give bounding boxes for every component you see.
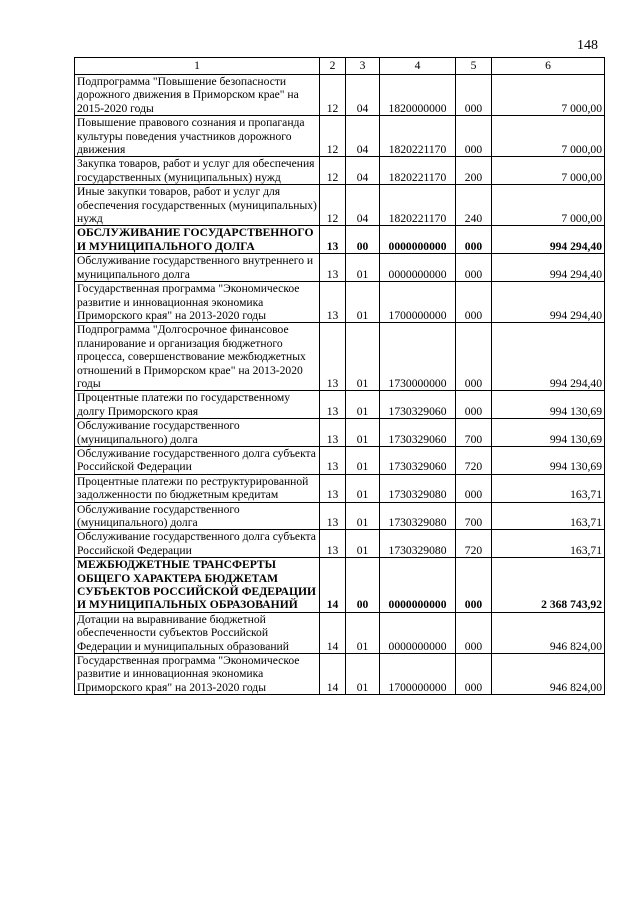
cell-amount: 163,71 (492, 530, 605, 558)
cell-subsection: 01 (346, 254, 380, 282)
header-col-1: 1 (75, 58, 320, 75)
cell-target-code: 1820221170 (380, 157, 456, 185)
cell-name: Закупка товаров, работ и услуг для обеспечения государственных (муниципальных) нужд (75, 157, 320, 185)
cell-section: 13 (320, 391, 346, 419)
table-row (75, 474, 605, 502)
cell-target-code: 1700000000 (380, 282, 456, 323)
cell-section: 13 (320, 502, 346, 530)
cell-subsection: 01 (346, 654, 380, 695)
cell-target-code: 1730329080 (380, 502, 456, 530)
header-col-2: 2 (320, 58, 346, 75)
table-row (75, 157, 605, 185)
cell-expense-type: 720 (456, 530, 492, 558)
cell-target-code: 1730329080 (380, 474, 456, 502)
header-col-6: 6 (492, 58, 605, 75)
cell-expense-type: 240 (456, 185, 492, 226)
cell-subsection: 04 (346, 75, 380, 116)
cell-subsection: 01 (346, 502, 380, 530)
cell-subsection: 01 (346, 282, 380, 323)
table-row (75, 323, 605, 391)
cell-target-code: 1700000000 (380, 654, 456, 695)
cell-name: Процентные платежи по государственному долгу Приморского края (75, 391, 320, 419)
cell-name: Обслуживание государственного долга субъекта Российской Федерации (75, 530, 320, 558)
cell-amount: 946 824,00 (492, 612, 605, 653)
cell-subsection: 01 (346, 530, 380, 558)
cell-section: 13 (320, 530, 346, 558)
cell-target-code: 0000000000 (380, 254, 456, 282)
cell-expense-type: 700 (456, 502, 492, 530)
cell-name: ОБСЛУЖИВАНИЕ ГОСУДАРСТВЕННОГО И МУНИЦИПАЛЬНОГО ДОЛГА (75, 226, 320, 254)
cell-section: 14 (320, 654, 346, 695)
cell-expense-type: 000 (456, 654, 492, 695)
cell-name: Обслуживание государственного внутреннего и муниципального долга (75, 254, 320, 282)
cell-target-code: 1730329080 (380, 530, 456, 558)
cell-expense-type: 000 (456, 226, 492, 254)
table-row (75, 558, 605, 613)
cell-expense-type: 000 (456, 75, 492, 116)
cell-target-code: 0000000000 (380, 612, 456, 653)
cell-amount: 994 294,40 (492, 226, 605, 254)
cell-name: Подпрограмма "Долгосрочное финансовое планирование и организация бюджетного процесса, совершенствование межбюджетных отношений в Приморском крае" на 2013-2020 годы (75, 323, 320, 391)
table-row (75, 75, 605, 116)
cell-name: Государственная программа "Экономическое развитие и инновационная экономика Приморского края" на 2013-2020 годы (75, 654, 320, 695)
cell-expense-type: 000 (456, 391, 492, 419)
cell-expense-type: 000 (456, 323, 492, 391)
table-body (75, 75, 605, 695)
cell-amount: 163,71 (492, 502, 605, 530)
cell-name: Государственная программа "Экономическое развитие и инновационная экономика Приморского края" на 2013-2020 годы (75, 282, 320, 323)
cell-expense-type: 000 (456, 612, 492, 653)
cell-name: Повышение правового сознания и пропаганда культуры поведения участников дорожного движения (75, 116, 320, 157)
cell-amount: 994 294,40 (492, 323, 605, 391)
cell-amount: 7 000,00 (492, 157, 605, 185)
cell-section: 14 (320, 558, 346, 613)
cell-expense-type: 720 (456, 446, 492, 474)
header-col-4: 4 (380, 58, 456, 75)
cell-section: 13 (320, 446, 346, 474)
cell-subsection: 04 (346, 185, 380, 226)
cell-subsection: 01 (346, 612, 380, 653)
cell-name: МЕЖБЮДЖЕТНЫЕ ТРАНСФЕРТЫ ОБЩЕГО ХАРАКТЕРА БЮДЖЕТАМ СУБЪЕКТОВ РОССИЙСКОЙ ФЕДЕРАЦИИ И МУНИЦИПАЛЬНЫХ ОБРАЗОВАНИЙ (75, 558, 320, 613)
cell-section: 14 (320, 612, 346, 653)
header-col-5: 5 (456, 58, 492, 75)
table-row (75, 226, 605, 254)
cell-target-code: 1730329060 (380, 419, 456, 447)
table-row (75, 446, 605, 474)
table-row (75, 654, 605, 695)
cell-amount: 994 294,40 (492, 282, 605, 323)
cell-target-code: 1730329060 (380, 391, 456, 419)
cell-subsection: 01 (346, 474, 380, 502)
cell-expense-type: 700 (456, 419, 492, 447)
table-row (75, 502, 605, 530)
cell-name: Подпрограмма "Повышение безопасности дорожного движения в Приморском крае" на 2015-2020 годы (75, 75, 320, 116)
cell-subsection: 00 (346, 558, 380, 613)
table-row (75, 254, 605, 282)
cell-amount: 994 130,69 (492, 391, 605, 419)
cell-name: Обслуживание государственного долга субъекта Российской Федерации (75, 446, 320, 474)
cell-target-code: 0000000000 (380, 558, 456, 613)
cell-name: Иные закупки товаров, работ и услуг для обеспечения государственных (муниципальных) нужд (75, 185, 320, 226)
cell-section: 13 (320, 323, 346, 391)
cell-amount: 7 000,00 (492, 75, 605, 116)
table-header-row (75, 58, 605, 75)
table-row (75, 530, 605, 558)
cell-target-code: 1730000000 (380, 323, 456, 391)
budget-table (74, 57, 605, 695)
cell-target-code: 1820221170 (380, 116, 456, 157)
header-col-3: 3 (346, 58, 380, 75)
table-row (75, 419, 605, 447)
cell-expense-type: 000 (456, 116, 492, 157)
cell-target-code: 1820221170 (380, 185, 456, 226)
cell-section: 12 (320, 75, 346, 116)
table-row (75, 282, 605, 323)
cell-subsection: 01 (346, 446, 380, 474)
cell-section: 13 (320, 282, 346, 323)
cell-amount: 7 000,00 (492, 116, 605, 157)
cell-expense-type: 200 (456, 157, 492, 185)
cell-name: Обслуживание государственного (муниципального) долга (75, 419, 320, 447)
cell-target-code: 0000000000 (380, 226, 456, 254)
cell-amount: 7 000,00 (492, 185, 605, 226)
table-row (75, 391, 605, 419)
cell-expense-type: 000 (456, 558, 492, 613)
cell-section: 13 (320, 419, 346, 447)
cell-section: 13 (320, 254, 346, 282)
cell-amount: 994 294,40 (492, 254, 605, 282)
cell-amount: 994 130,69 (492, 446, 605, 474)
cell-section: 13 (320, 226, 346, 254)
cell-expense-type: 000 (456, 254, 492, 282)
cell-subsection: 01 (346, 323, 380, 391)
cell-name: Обслуживание государственного (муниципального) долга (75, 502, 320, 530)
cell-amount: 163,71 (492, 474, 605, 502)
cell-amount: 946 824,00 (492, 654, 605, 695)
table-row (75, 185, 605, 226)
cell-name: Дотации на выравнивание бюджетной обеспеченности субъектов Российской Федерации и муниципальных образований (75, 612, 320, 653)
cell-subsection: 04 (346, 116, 380, 157)
cell-subsection: 00 (346, 226, 380, 254)
cell-subsection: 01 (346, 419, 380, 447)
cell-expense-type: 000 (456, 474, 492, 502)
cell-amount: 2 368 743,92 (492, 558, 605, 613)
cell-section: 12 (320, 116, 346, 157)
cell-section: 12 (320, 185, 346, 226)
table-row (75, 612, 605, 653)
cell-section: 12 (320, 157, 346, 185)
cell-expense-type: 000 (456, 282, 492, 323)
cell-section: 13 (320, 474, 346, 502)
cell-name: Процентные платежи по реструктурированной задолженности по бюджетным кредитам (75, 474, 320, 502)
cell-target-code: 1730329060 (380, 446, 456, 474)
cell-target-code: 1820000000 (380, 75, 456, 116)
cell-subsection: 01 (346, 391, 380, 419)
cell-amount: 994 130,69 (492, 419, 605, 447)
table-row (75, 116, 605, 157)
page-number: 148 (577, 38, 598, 53)
cell-subsection: 04 (346, 157, 380, 185)
